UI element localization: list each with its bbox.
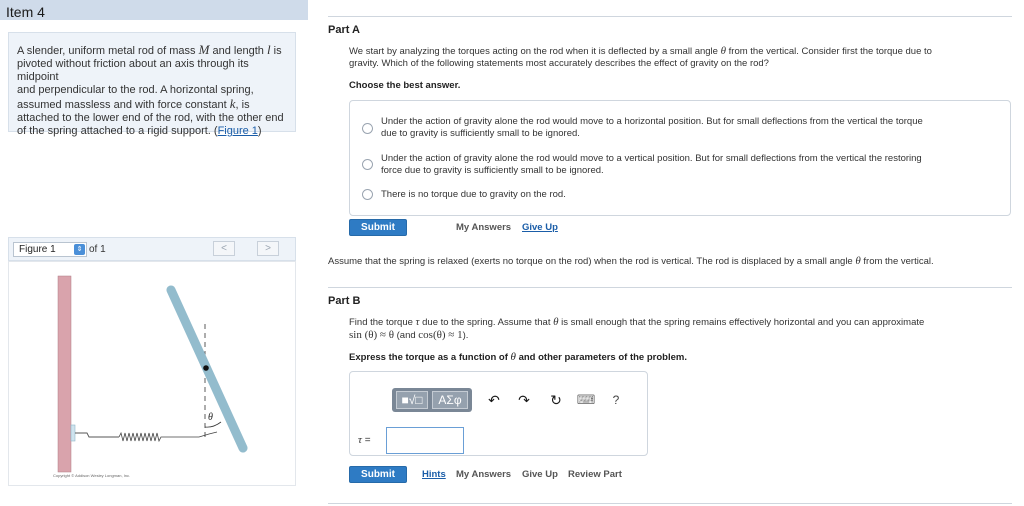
- part-a-prompt: Choose the best answer.: [349, 80, 461, 91]
- part-b-question-line-2: [349, 329, 1011, 342]
- tau-symbol: τ: [358, 434, 362, 446]
- spring-coil: [119, 432, 217, 441]
- choice-3-radio[interactable]: [362, 189, 373, 200]
- spring-constant-symbol: k: [229, 96, 236, 111]
- part-a-question-line-1: [349, 45, 1011, 58]
- bottom-divider: [328, 503, 1012, 504]
- spring-wire: [75, 433, 119, 437]
- wall-support: [58, 276, 71, 472]
- rod-spring-figure: [9, 262, 295, 485]
- choice-1-line-1: Under the action of gravity alone the rod would move to a horizontal position. But for small deflections from the vertical the torque: [381, 116, 923, 127]
- tau-symbol: τ: [415, 316, 420, 328]
- answer-choices: [349, 100, 1011, 216]
- greek-symbols-button[interactable]: ΑΣφ: [432, 391, 468, 409]
- next-figure-button[interactable]: >: [257, 241, 279, 256]
- template-group: [392, 388, 472, 412]
- figure-select-value: Figure 1: [19, 244, 56, 255]
- theta-symbol: θ: [720, 45, 726, 57]
- problem-line-3: and perpendicular to the rod. A horizontal spring,: [17, 84, 254, 96]
- sin-approximation: sin (θ) ≈ θ: [349, 329, 394, 341]
- problem-text: assumed massless and with force constant: [17, 99, 230, 111]
- problem-line-1: [17, 43, 287, 58]
- problem-line-6: [17, 125, 287, 138]
- part-b-give-up-link[interactable]: Give Up: [522, 469, 558, 480]
- math-toolbar: [392, 388, 632, 412]
- pivot-point: [203, 365, 209, 371]
- part-b-prompt: [349, 351, 687, 363]
- choice-1-text: [381, 116, 996, 140]
- figure-select[interactable]: [13, 242, 87, 257]
- intermediate-sentence: from the vertical.: [860, 256, 934, 267]
- part-a-submit-button[interactable]: Submit: [349, 219, 407, 236]
- part-a-question-line-2: gravity. Which of the following statements most accurately describes the effect of gravity on the rod?: [349, 58, 769, 69]
- question-text: We start by analyzing the torques acting on the rod when it is deflected by a small angle: [349, 46, 721, 57]
- help-icon[interactable]: ?: [612, 393, 620, 407]
- problem-text: , is: [235, 99, 250, 111]
- figure-toolbar: [8, 237, 296, 261]
- reset-icon[interactable]: ↻: [550, 392, 562, 408]
- spring-bracket: [71, 425, 75, 441]
- problem-text: A slender, uniform metal rod of mass: [17, 45, 199, 57]
- keyboard-icon[interactable]: ⌨: [576, 392, 596, 407]
- item-header: [0, 0, 308, 20]
- problem-line-4: [17, 97, 287, 112]
- problem-text: of the spring attached to a rigid support. (: [17, 125, 218, 137]
- undo-icon[interactable]: ↶: [488, 392, 500, 408]
- part-a-my-answers-link[interactable]: My Answers: [456, 222, 512, 233]
- part-b-hints-link[interactable]: Hints: [422, 469, 446, 480]
- choice-3-text: There is no torque due to gravity on the rod.: [381, 189, 566, 200]
- choice-1-radio[interactable]: [362, 123, 373, 134]
- length-symbol: l: [266, 42, 271, 57]
- question-text: due to the spring. Assume that: [419, 317, 554, 328]
- prompt-text: and other parameters of the problem.: [515, 352, 687, 363]
- intermediate-text: [328, 255, 1012, 268]
- question-text: is small enough that the spring remains effectively horizontal and you can approximate: [558, 317, 925, 328]
- question-text: (and: [394, 330, 419, 341]
- part-b-title: Part B: [328, 295, 361, 307]
- problem-text: and length: [209, 45, 267, 57]
- select-spinner-icon: ⇕: [74, 244, 85, 255]
- intermediate-sentence: Assume that the spring is relaxed (exerts no torque on the rod) when the rod is vertical. The rod is displaced by a small angle: [328, 256, 856, 267]
- part-b-question-line-1: [349, 316, 1011, 329]
- question-text: from the vertical. Consider first the torque due to: [726, 46, 932, 57]
- cos-approximation: cos(θ) ≈ 1: [418, 329, 463, 341]
- item-title: Item 4: [6, 4, 45, 20]
- theta-symbol: θ: [855, 255, 861, 267]
- figure-count: of 1: [89, 244, 106, 255]
- theta-symbol: θ: [553, 316, 559, 328]
- part-b-divider: [328, 287, 1012, 288]
- figure-link[interactable]: Figure 1: [217, 125, 258, 137]
- problem-statement: [8, 32, 296, 137]
- choice-2-line-2: force due to gravity is sufficiently small to be ignored.: [381, 165, 604, 176]
- answer-entry-panel: [349, 371, 648, 456]
- templates-button[interactable]: ■√□: [396, 391, 428, 409]
- part-a-title: Part A: [328, 24, 360, 36]
- part-a-divider: [328, 16, 1012, 17]
- prev-figure-button[interactable]: <: [213, 241, 235, 256]
- choice-2-text: [381, 153, 996, 177]
- theta-symbol: θ: [510, 351, 516, 363]
- part-b-question: [349, 316, 1011, 342]
- problem-text: ): [257, 125, 262, 137]
- figure-panel: [8, 261, 296, 486]
- equals-sign: =: [361, 435, 371, 446]
- question-text: Find the torque: [349, 317, 416, 328]
- theta-label: θ: [208, 412, 213, 423]
- choice-1-line-2: due to gravity is sufficiently small to be ignored.: [381, 128, 580, 139]
- part-a-give-up-link[interactable]: Give Up: [522, 222, 558, 233]
- part-b-submit-button[interactable]: Submit: [349, 466, 407, 483]
- redo-icon[interactable]: ↷: [518, 392, 530, 408]
- copyright-text: Copyright © Addison Wesley Longman, Inc.: [53, 473, 131, 478]
- problem-text: is: [270, 45, 282, 57]
- problem-line-5: attached to the lower end of the rod, with the other end: [17, 112, 284, 124]
- prompt-text: Express the torque as a function of: [349, 352, 511, 363]
- question-text: ).: [462, 330, 469, 341]
- tau-label: [358, 434, 371, 446]
- part-b-review-link[interactable]: Review Part: [568, 469, 622, 480]
- mass-symbol: M: [198, 42, 210, 57]
- choice-2-radio[interactable]: [362, 159, 373, 170]
- torque-answer-input[interactable]: [386, 427, 464, 454]
- part-b-my-answers-link[interactable]: My Answers: [456, 469, 512, 480]
- choice-2-line-1: Under the action of gravity alone the rod would move to a vertical position. But for small deflections from the vertical the restoring: [381, 153, 922, 164]
- problem-line-2: pivoted without friction about an axis through its midpoint: [17, 58, 249, 83]
- part-a-question: [349, 45, 1011, 70]
